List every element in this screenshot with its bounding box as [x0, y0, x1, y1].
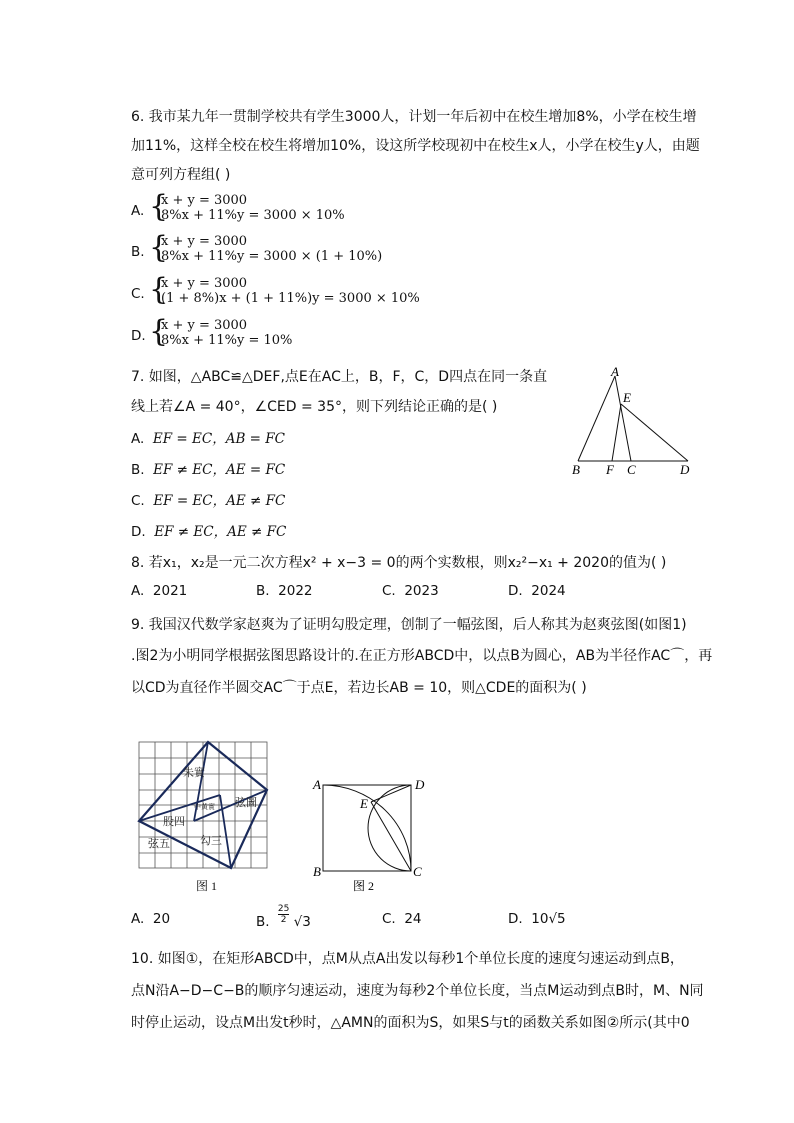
option-label: C. — [131, 493, 145, 509]
option-label: B. — [256, 913, 270, 930]
q9-option-c[interactable] — [382, 911, 422, 927]
option-label: B. — [131, 462, 145, 478]
option-text: 2024 — [531, 583, 566, 599]
label-c: C — [627, 462, 636, 477]
label-center: 中黄實 — [194, 803, 215, 811]
q8-option-a[interactable] — [131, 583, 187, 599]
q9-line1: 9. 我国汉代数学家赵爽为了证明勾股定理，创制了一幅弦图，后人称其为赵爽弦图(如图1) — [131, 617, 687, 633]
option-label: D. — [131, 524, 146, 540]
q8-option-b[interactable] — [256, 583, 313, 599]
q6-line3: 意可列方程组( ) — [131, 167, 231, 183]
brace: { — [149, 189, 169, 224]
option-label: C. — [382, 911, 396, 927]
option-label: D. — [508, 911, 523, 927]
q7-line1: 7. 如图，△ABC≌△DEF,点E在AC上，B，F，C，D四点在同一条直 — [131, 369, 548, 385]
q8-option-d[interactable] — [508, 583, 566, 599]
option-text: EF = EC，AB = FC — [152, 431, 285, 447]
q9-figure-1 — [136, 740, 272, 900]
q10-line2: 点N沿A−D−C−B的顺序匀速运动，速度为每秒2个单位长度，当点M运动到点B时，M、N同 — [131, 983, 704, 999]
equation-2: 8%x + 11%y = 10% — [161, 333, 293, 348]
q7-line2: 线上若∠A = 40°，∠CED = 35°，则下列结论正确的是( ) — [131, 399, 498, 415]
label-c: C — [413, 864, 422, 879]
q8-option-c[interactable] — [382, 583, 439, 599]
q9-figure-2 — [308, 772, 438, 900]
equation-2: 8%x + 11%y = 3000 × (1 + 10%) — [161, 249, 383, 264]
option-text: EF ≠ EC，AE ≠ FC — [154, 524, 287, 540]
label-top: 朱實 — [183, 767, 205, 779]
option-label: A. — [131, 203, 145, 219]
numerator: 25 — [277, 904, 290, 914]
brace: { — [149, 230, 169, 265]
option-label: C. — [131, 286, 145, 302]
label-bottomleft: 弦五 — [148, 838, 170, 850]
option-text: 20 — [152, 911, 171, 927]
option-text: EF = EC，AE ≠ FC — [153, 493, 286, 509]
fraction — [278, 904, 289, 925]
label-left: 股四 — [163, 816, 185, 828]
caption: 图 2 — [353, 879, 375, 893]
line-fe — [612, 404, 621, 461]
option-text: EF ≠ EC，AE = FC — [153, 462, 286, 478]
denominator: 2 — [280, 915, 287, 925]
option-text: 2021 — [152, 583, 188, 599]
equation-2: (1 + 8%)x + (1 + 11%)y = 3000 × 10% — [161, 291, 420, 306]
option-label: B. — [256, 583, 270, 599]
label-b: B — [313, 864, 321, 879]
equation-2: 8%x + 11%y = 3000 × 10% — [161, 208, 345, 223]
option-label: A. — [131, 431, 145, 447]
label-a: A — [313, 777, 321, 792]
q10-line3: 时停止运动，设点M出发t秒时，△AMN的面积为S，如果S与t的函数关系如图②所示(其中0 — [131, 1015, 690, 1031]
q9-option-b[interactable] — [256, 904, 311, 930]
label-e: E — [360, 796, 368, 811]
q9-option-d[interactable] — [508, 911, 566, 927]
brace: { — [149, 272, 169, 307]
caption: 图 1 — [196, 879, 218, 893]
label-f: F — [606, 462, 614, 477]
line-ac — [615, 376, 631, 461]
option-text: 24 — [404, 911, 422, 927]
brace: { — [149, 314, 169, 349]
line-ec — [371, 802, 411, 871]
option-text: 2023 — [404, 583, 439, 599]
q7-option-c[interactable] — [131, 489, 285, 509]
option-text: 10√5 — [531, 911, 566, 927]
q6-line1: 6. 我市某九年一贯制学校共有学生3000人，计划一年后初中在校生增加8%，小学在校生增 — [131, 109, 697, 125]
q7-option-d[interactable] — [131, 520, 286, 540]
option-label: A. — [131, 911, 145, 927]
q7-option-a[interactable] — [131, 427, 285, 447]
q10-line1: 10. 如图①，在矩形ABCD中，点M从点A出发以每秒1个单位长度的速度匀速运动到点B， — [131, 951, 684, 967]
option-label: D. — [508, 583, 523, 599]
q6-line2: 加11%，这样全校在校生将增加10%，设这所学校现初中在校生x人，小学在校生y人，由题 — [131, 138, 700, 154]
label-b: B — [572, 462, 580, 477]
label-right: 弦圖 — [235, 797, 257, 809]
label-e: E — [623, 390, 631, 405]
option-label: A. — [131, 583, 145, 599]
q9-option-a[interactable] — [131, 911, 170, 927]
q9-line2: .图2为小明同学根据弦图思路设计的.在正方形ABCD中，以点B为圆心，AB为半径作AC⌒，再 — [131, 648, 713, 664]
equation-1: x + y = 3000 — [161, 193, 248, 208]
label-d: D — [415, 777, 425, 792]
label-a: A — [611, 364, 619, 379]
option-label: B. — [131, 244, 145, 260]
q9-line3: 以CD为直径作半圆交AC⌒于点E，若边长AB = 10，则△CDE的面积为( ) — [131, 680, 587, 696]
semicircle-cd — [368, 785, 411, 871]
line-ed — [621, 404, 688, 461]
equation-1: x + y = 3000 — [161, 234, 248, 249]
option-label: D. — [131, 328, 146, 344]
q8-line1: 8. 若x₁，x₂是一元二次方程x² + x−3 = 0的两个实数根，则x₂²−x₁ + 2020的值为( ) — [131, 555, 667, 571]
equation-1: x + y = 3000 — [161, 318, 248, 333]
equation-1: x + y = 3000 — [161, 276, 248, 291]
line-ab — [578, 376, 615, 461]
label-d: D — [680, 462, 690, 477]
q7-option-b[interactable] — [131, 458, 285, 478]
label-bottom: 勾三 — [200, 835, 222, 847]
line-ed — [371, 785, 411, 802]
q7-triangle-figure — [560, 360, 700, 480]
option-label: C. — [382, 583, 396, 599]
option-text: 2022 — [278, 583, 313, 599]
radical: √3 — [293, 913, 311, 930]
